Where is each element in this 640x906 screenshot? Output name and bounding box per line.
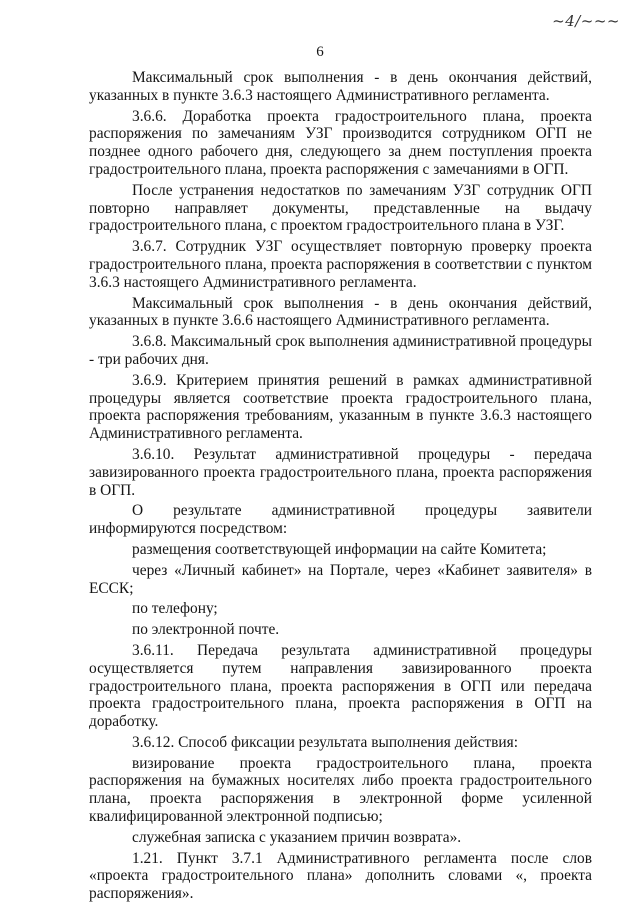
document-body	[89, 69, 592, 906]
paragraph: О результате административной процедуры заявители информируются посредством:	[89, 502, 592, 538]
handwritten-note: ~4/~~~	[552, 12, 620, 30]
list-item: по электронной почте.	[132, 621, 280, 639]
paragraph: 3.6.10. Результат административной процедуры - передача завизированного проекта градостроительного плана, проекта распоряжения в ОГП.	[89, 445, 592, 499]
paragraph: После устранения недостатков по замечаниям УЗГ сотрудник ОГП повторно направляет документы, представленные на выдачу градостроительного плана, с проектом градостроительного плана в УЗГ.	[89, 181, 592, 235]
list-item: визирование проекта градостроительного плана, проекта распоряжения на бумажных носителях либо проекта градостроительного плана, проекта распоряжения в электронной форме усиленной квалифицированной электронной подписью;	[89, 754, 592, 826]
list-item: по телефону;	[132, 600, 218, 618]
paragraph: Максимальный срок выполнения - в день окончания действий, указанных в пункте 3.6.3 настоящего Административного регламента.	[89, 69, 592, 104]
paragraph: 3.6.6. Доработка проекта градостроительного плана, проекта распоряжения по замечаниям УЗГ производится сотрудником ОГП не позднее одного рабочего дня, следующего за днем поступления проекта градостроительного плана, проекта распоряжения с замечаниями в ОГП.	[89, 107, 592, 178]
paragraph: 1.21. Пункт 3.7.1 Административного регламента после слов «проекта градостроительного плана» дополнить словами «, проекта распоряжения».	[89, 849, 592, 903]
paragraph: 3.6.8. Максимальный срок выполнения административной процедуры - три рабочих дня.	[89, 333, 592, 368]
list-item: служебная записка с указанием причин возврата».	[132, 828, 462, 846]
list-item: размещения соответствующей информации на сайте Комитета;	[132, 540, 547, 558]
paragraph: 3.6.7. Сотрудник УЗГ осуществляет повторную проверку проекта градостроительного плана, проекта распоряжения в соответствии с пунктом 3.6.3 настоящего Административного регламента.	[89, 238, 592, 291]
page-number: 6	[316, 44, 324, 60]
list-item: через «Личный кабинет» на Портале, через «Кабинет заявителя» в ЕССК;	[89, 561, 592, 597]
paragraph: 3.6.12. Способ фиксации результата выполнения действия:	[132, 733, 519, 751]
paragraph: 3.6.11. Передача результата административной процедуры осуществляется путем направления завизированного проекта градостроительного плана, проекта распоряжения в ОГП или передача проекта градостроительного плана, проекта распоряжения в ОГП на доработку.	[89, 641, 592, 731]
paragraph: 3.6.9. Критерием принятия решений в рамках административной процедуры является соответствие проекта градостроительного плана, проекта распоряжения требованиям, указанным в пункте 3.6.3 настоящего Административного регламента.	[89, 371, 592, 443]
paragraph: Максимальный срок выполнения - в день окончания действий, указанных в пункте 3.6.6 настоящего Административного регламента.	[89, 294, 592, 330]
